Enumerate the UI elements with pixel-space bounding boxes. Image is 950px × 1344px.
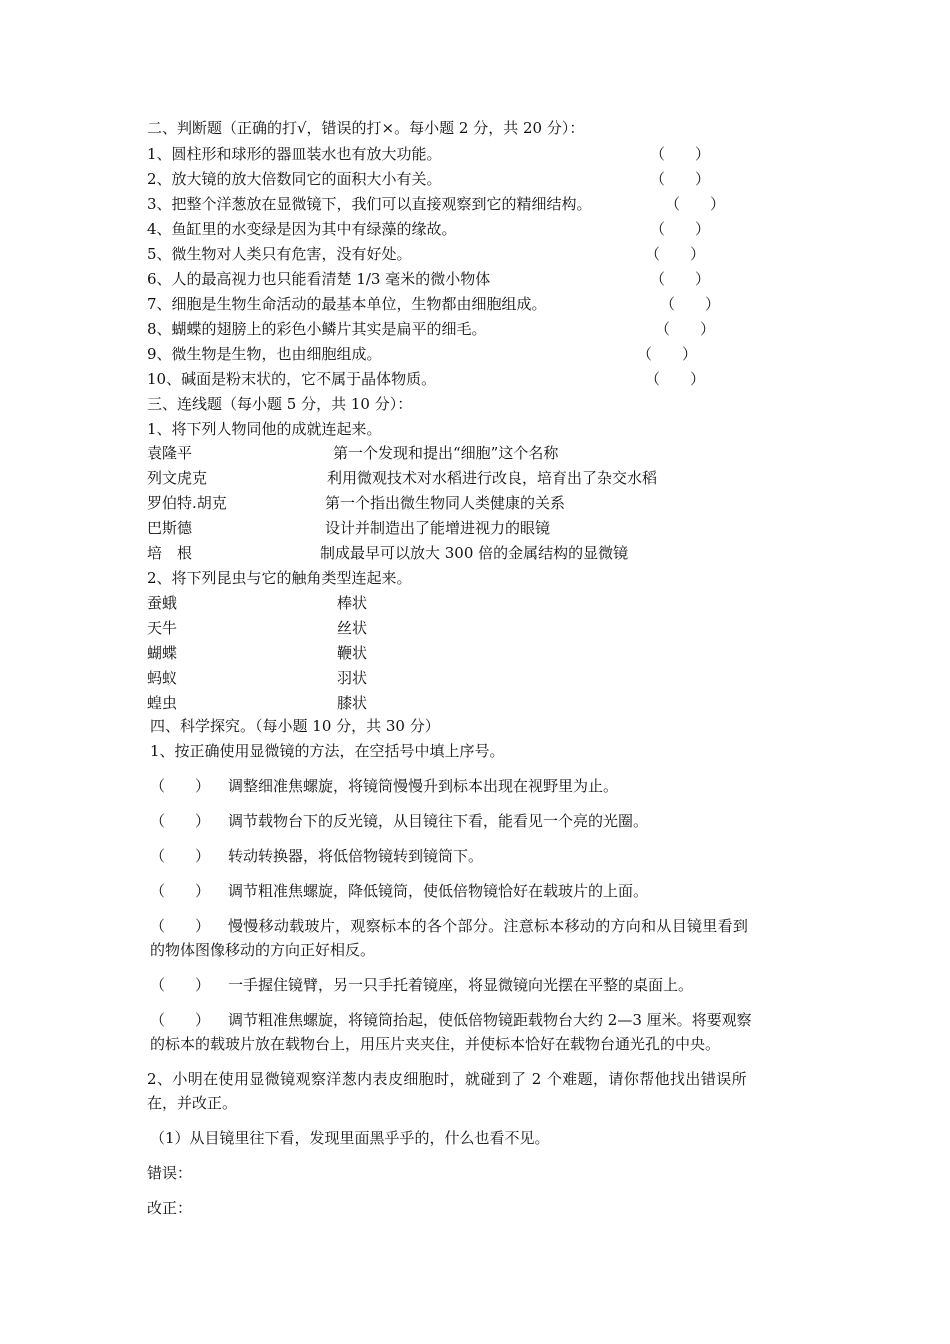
step-order-input[interactable]: （ ） xyxy=(150,882,211,900)
judge-answer-6[interactable]: （ ） xyxy=(650,270,711,288)
match-q2-antenna[interactable]: 鞭状 xyxy=(337,644,368,662)
step-order-input[interactable]: （ ） xyxy=(150,812,211,830)
step-text: 慢慢移动载玻片，观察标本的各个部分。注意标本移动的方向和从目镜里看到 xyxy=(228,917,749,935)
step-order-input[interactable]: （ ） xyxy=(150,1011,211,1029)
match-q1-achievement[interactable]: 利用微观技术对水稻进行改良，培育出了杂交水稻 xyxy=(327,469,658,487)
judge-answer-1[interactable]: （ ） xyxy=(650,145,711,163)
section2-heading: 二、判断题（正确的打√，错误的打×。每小题 2 分，共 20 分）： xyxy=(147,119,585,137)
inquiry-q1-prompt: 1、按正确使用显微镜的方法，在空括号中填上序号。 xyxy=(150,742,505,760)
step-text: 转动转换器，将低倍物镜转到镜筒下。 xyxy=(228,847,484,865)
judge-item-10: 10、碱面是粉末状的，它不属于晶体物质。 xyxy=(147,370,437,388)
match-q2-insect[interactable]: 蚕蛾 xyxy=(147,594,178,612)
judge-answer-5[interactable]: （ ） xyxy=(645,245,706,263)
judge-answer-10[interactable]: （ ） xyxy=(645,370,706,388)
step-text: 调整细准焦螺旋，将镜筒慢慢升到标本出现在视野里为止。 xyxy=(228,777,619,795)
step-text: 调节粗准焦螺旋，将镜筒抬起，使低倍物镜距载物台大约 2—3 厘米。将要观察 xyxy=(228,1011,752,1029)
match-q2-insect[interactable]: 天牛 xyxy=(147,619,178,637)
inquiry-q2-prompt-cont: 在，并改正。 xyxy=(147,1094,238,1112)
judge-answer-4[interactable]: （ ） xyxy=(650,220,711,238)
inquiry-q2-sub1: （1）从目镜里往下看，发现里面黑乎乎的，什么也看不见。 xyxy=(150,1129,550,1147)
error-label: 错误： xyxy=(147,1164,193,1182)
judge-item-2: 2、放大镜的放大倍数同它的面积大小有关。 xyxy=(147,170,442,188)
match-q2-insect[interactable]: 蝴蝶 xyxy=(147,644,178,662)
match-q1-person[interactable]: 罗伯特.胡克 xyxy=(147,494,227,512)
step-text-continued: 的物体图像移动的方向正好相反。 xyxy=(150,941,376,959)
step-text: 调节粗准焦螺旋，降低镜筒，使低倍物镜恰好在载玻片的上面。 xyxy=(228,882,649,900)
match-q2-prompt: 2、将下列昆虫与它的触角类型连起来。 xyxy=(147,569,412,587)
judge-answer-8[interactable]: （ ） xyxy=(655,320,716,338)
match-q1-person[interactable]: 巴斯德 xyxy=(147,519,193,537)
step-order-input[interactable]: （ ） xyxy=(150,777,211,795)
judge-item-9: 9、微生物是生物，也由细胞组成。 xyxy=(147,345,382,363)
match-q1-achievement[interactable]: 第一个发现和提出“细胞”这个名称 xyxy=(333,444,559,462)
judge-answer-3[interactable]: （ ） xyxy=(665,195,726,213)
judge-answer-9[interactable]: （ ） xyxy=(637,345,698,363)
match-q2-insect[interactable]: 蝗虫 xyxy=(147,694,178,712)
judge-item-5: 5、微生物对人类只有危害，没有好处。 xyxy=(147,245,412,263)
match-q1-person[interactable]: 袁隆平 xyxy=(147,444,193,462)
step-text-continued: 的标本的载玻片放在载物台上，用压片夹夹住，并使标本恰好在载物台通光孔的中央。 xyxy=(150,1035,721,1053)
match-q1-prompt: 1、将下列人物同他的成就连起来。 xyxy=(147,420,382,438)
fix-label: 改正： xyxy=(147,1199,193,1217)
judge-item-4: 4、鱼缸里的水变绿是因为其中有绿藻的缘故。 xyxy=(147,220,457,238)
match-q2-insect[interactable]: 蚂蚁 xyxy=(147,669,178,687)
inquiry-q2-prompt: 2、小明在使用显微镜观察洋葱内表皮细胞时，就碰到了 2 个难题，请你帮他找出错误所 xyxy=(147,1070,748,1088)
judge-item-7: 7、细胞是生物生命活动的最基本单位，生物都由细胞组成。 xyxy=(147,295,547,313)
step-order-input[interactable]: （ ） xyxy=(150,847,211,865)
match-q2-antenna[interactable]: 膝状 xyxy=(337,694,368,712)
match-q2-antenna[interactable]: 棒状 xyxy=(337,594,368,612)
match-q2-antenna[interactable]: 羽状 xyxy=(337,669,368,687)
judge-item-3: 3、把整个洋葱放在显微镜下，我们可以直接观察到它的精细结构。 xyxy=(147,195,592,213)
step-order-input[interactable]: （ ） xyxy=(150,976,211,994)
step-text: 一手握住镜臂，另一只手托着镜座，将显微镜向光摆在平整的桌面上。 xyxy=(228,976,694,994)
match-q1-achievement[interactable]: 第一个指出微生物同人类健康的关系 xyxy=(325,494,566,512)
match-q2-antenna[interactable]: 丝状 xyxy=(337,619,368,637)
judge-item-8: 8、蝴蝶的翅膀上的彩色小鳞片其实是扁平的细毛。 xyxy=(147,320,487,338)
step-text: 调节载物台下的反光镜，从目镜往下看，能看见一个亮的光圈。 xyxy=(228,812,649,830)
judge-item-6: 6、人的最高视力也只能看清楚 1/3 毫米的微小物体 xyxy=(147,270,491,288)
judge-item-1: 1、圆柱形和球形的器皿装水也有放大功能。 xyxy=(147,145,442,163)
section3-heading: 三、连线题（每小题 5 分，共 10 分）： xyxy=(147,395,413,413)
match-q1-achievement[interactable]: 制成最早可以放大 300 倍的金属结构的显微镜 xyxy=(320,544,629,562)
match-q1-person[interactable]: 列文虎克 xyxy=(147,469,208,487)
match-q1-person[interactable]: 培 根 xyxy=(147,544,193,562)
match-q1-achievement[interactable]: 设计并制造出了能增进视力的眼镜 xyxy=(325,519,551,537)
section4-heading: 四、科学探究。（每小题 10 分，共 30 分） xyxy=(150,717,440,735)
judge-answer-2[interactable]: （ ） xyxy=(650,170,711,188)
judge-answer-7[interactable]: （ ） xyxy=(660,295,721,313)
step-order-input[interactable]: （ ） xyxy=(150,917,211,935)
